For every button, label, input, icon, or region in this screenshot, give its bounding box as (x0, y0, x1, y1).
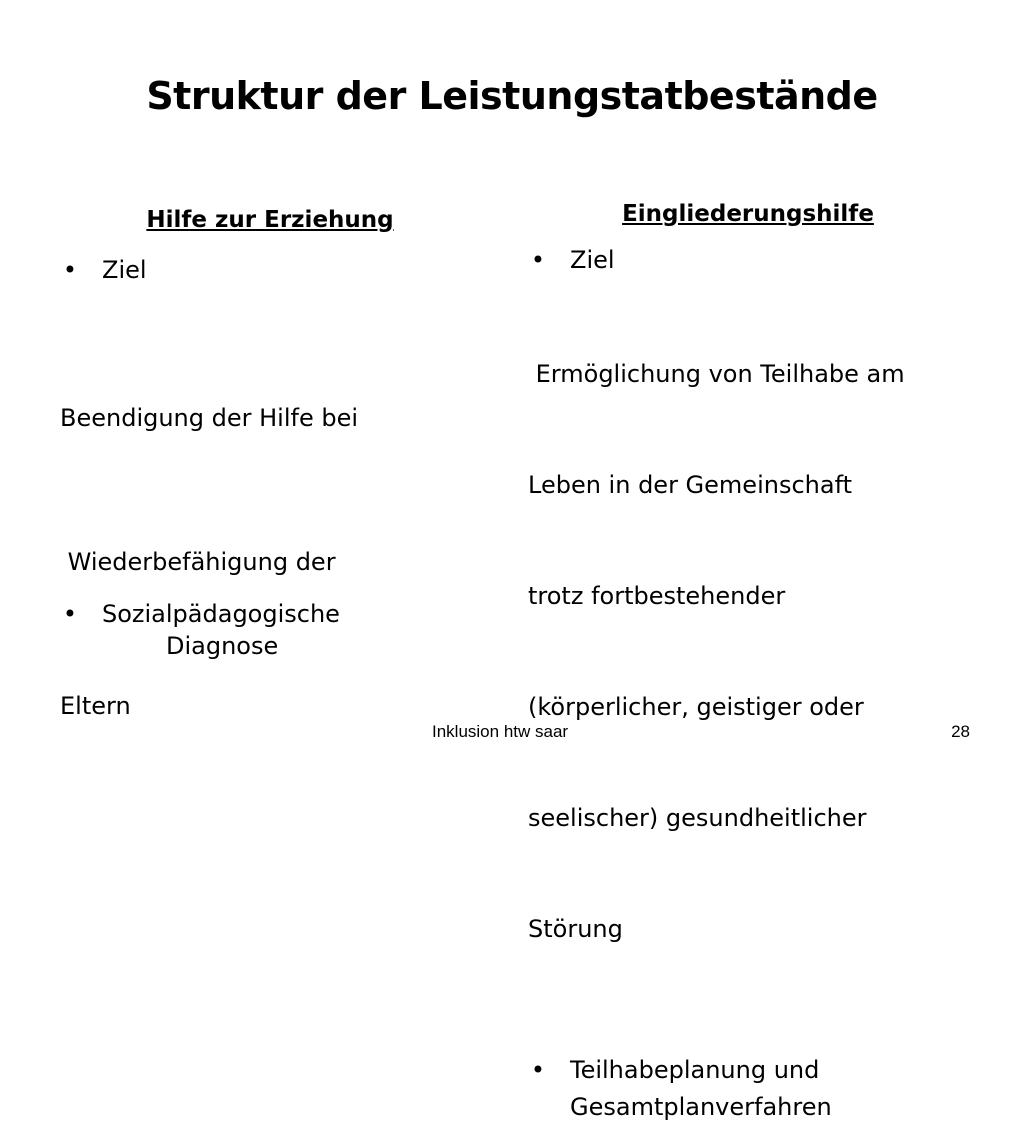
right-column (528, 196, 968, 1126)
right-body-line: trotz fortbestehender (528, 582, 786, 610)
left-diagnose-line2: Diagnose (166, 632, 279, 660)
right-body-line: seelischer) gesundheitlicher (528, 804, 867, 832)
right-planung-item (528, 1052, 968, 1126)
right-body-line: (körperlicher, geistiger oder (528, 693, 864, 721)
left-ziel-item (60, 254, 480, 286)
right-ziel-item (528, 244, 968, 276)
right-heading: Eingliederungshilfe (622, 201, 874, 227)
bullet-icon: • (530, 246, 546, 274)
right-body-line: Ermöglichung von Teilhabe am (528, 360, 905, 388)
right-body-line: Leben in der Gemeinschaft (528, 471, 852, 499)
right-planung-line1: Teilhabeplanung und (570, 1056, 820, 1084)
bullet-icon: • (62, 600, 78, 628)
left-column (60, 202, 480, 826)
right-body-line: Störung (528, 915, 623, 943)
bullet-icon: • (530, 1056, 546, 1084)
left-body-line: Wiederbefähigung der (60, 548, 336, 576)
right-ziel-label: Ziel (570, 246, 615, 274)
right-planung-line2: Gesamtplanverfahren (570, 1093, 832, 1121)
left-heading: Hilfe zur Erziehung (146, 207, 394, 233)
bullet-icon: • (62, 256, 78, 284)
left-body-line: Beendigung der Hilfe bei (60, 404, 359, 432)
left-body-line: Eltern (60, 692, 131, 720)
left-ziel-label: Ziel (102, 256, 147, 284)
left-diagnose-item (60, 598, 522, 662)
left-ziel-description (60, 298, 480, 826)
left-diagnose-line1: Sozialpädagogische (102, 600, 340, 628)
footer-text: Inklusion htw saar (432, 722, 569, 741)
page-number: 28 (951, 722, 970, 741)
slide-title: Struktur der Leistungstatbestände (146, 74, 878, 118)
right-ziel-description (528, 282, 968, 1022)
